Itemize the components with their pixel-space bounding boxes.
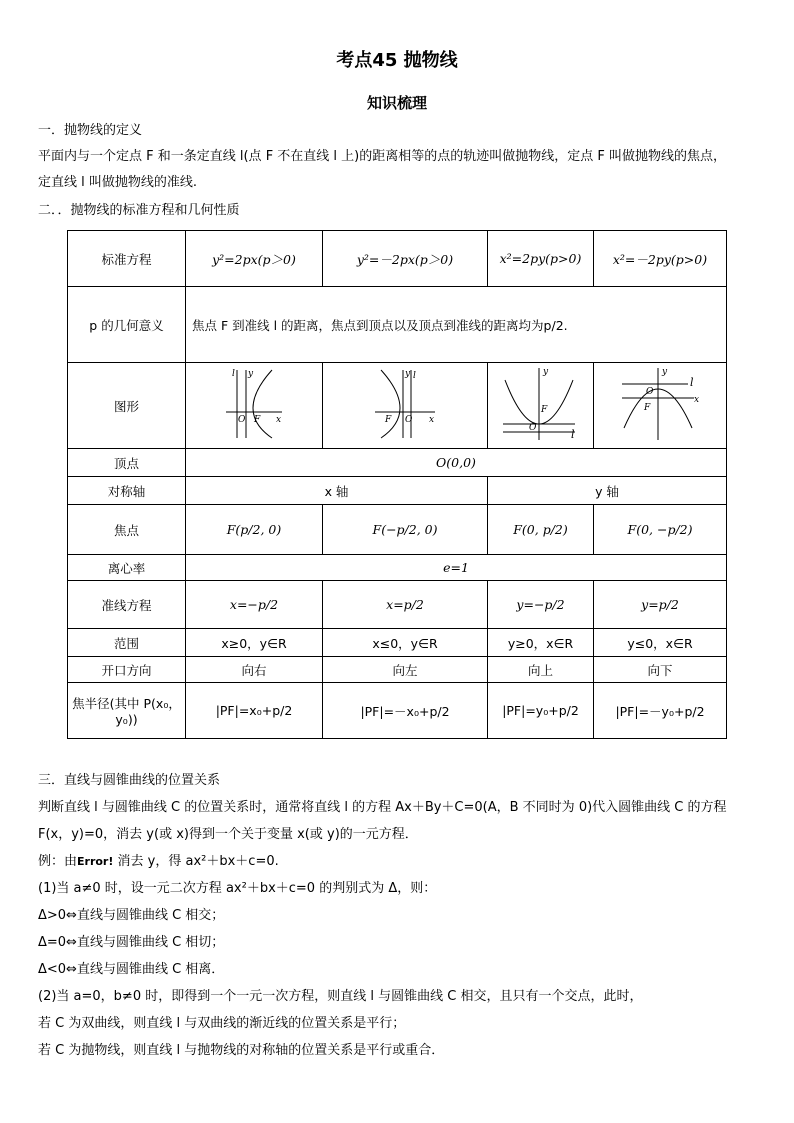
section3-line: 若 C 为双曲线，则直线 l 与双曲线的渐近线的位置关系是平行； <box>38 1016 406 1031</box>
table-cell: y=−p/2 <box>488 581 594 629</box>
row-label: 焦点 <box>68 505 186 555</box>
section2-heading: 二．．抛物线的标准方程和几何性质 <box>38 203 240 218</box>
table-cell: |PF|=x₀+p/2 <box>186 683 323 739</box>
table-cell: |PF|=－y₀+p/2 <box>594 683 727 739</box>
label-x: x <box>694 395 700 405</box>
table-cell: 向上 <box>488 657 594 683</box>
example-suffix: 消去 y，得 ax²＋bx＋c=0. <box>113 854 279 869</box>
parabola-table <box>67 230 727 739</box>
label-x: x <box>276 415 282 425</box>
label-o: O <box>405 415 413 425</box>
table-cell: x=−p/2 <box>186 581 323 629</box>
section3-heading: 三．直线与圆锥曲线的位置关系 <box>38 773 221 788</box>
label-o: O <box>646 387 654 397</box>
row-label: 开口方向 <box>68 657 186 683</box>
row-label: 准线方程 <box>68 581 186 629</box>
parabola-down-graph <box>618 364 702 444</box>
label-l: l <box>413 371 416 381</box>
row-label: 对称轴 <box>68 477 186 505</box>
table-cell: x²=2py(p>0) <box>488 231 594 287</box>
table-cell: F(0, −p/2) <box>594 505 727 555</box>
row-label: 图形 <box>68 363 186 449</box>
section3-line: 若 C 为抛物线，则直线 l 与抛物线的对称轴的位置关系是平行或重合． <box>38 1043 445 1058</box>
label-f: F <box>385 415 392 425</box>
row-label: p 的几何意义 <box>68 287 186 363</box>
parabola-right-graph <box>224 366 284 442</box>
row-label: 焦半径(其中 P(x₀，y₀)) <box>68 683 186 739</box>
table-cell: x²=－2py(p>0) <box>594 231 727 287</box>
label-o: O <box>238 415 246 425</box>
table-cell: e=1 <box>186 555 727 581</box>
table-cell: y≥0，x∈R <box>488 629 594 657</box>
table-cell: y²=－2px(p＞0) <box>323 231 488 287</box>
table-cell: 焦点 F 到准线 l 的距离，焦点到顶点以及顶点到准线的距离均为p/2. <box>186 287 727 363</box>
table-cell: 向下 <box>594 657 727 683</box>
table-row <box>68 657 727 683</box>
section1-line1: 平面内与一个定点 F 和一条定直线 l(点 F 不在直线 l 上)的距离相等的点的轨迹叫做抛物线，定点 F 叫做抛物线的焦点， <box>38 149 726 164</box>
label-y: y <box>405 369 411 379</box>
table-cell: |PF|=y₀+p/2 <box>488 683 594 739</box>
label-o: O <box>528 423 536 433</box>
row-label: 范围 <box>68 629 186 657</box>
label-l: l <box>232 369 235 379</box>
table-cell: y=p/2 <box>594 581 727 629</box>
label-y: y <box>248 369 254 379</box>
table-row <box>68 629 727 657</box>
table-cell: x≥0，y∈R <box>186 629 323 657</box>
section3-line: Δ>0⇔直线与圆锥曲线 C 相交； <box>38 908 225 923</box>
table-row <box>68 505 727 555</box>
label-y: y <box>662 367 668 377</box>
table-cell: 向左 <box>323 657 488 683</box>
row-label: 顶点 <box>68 449 186 477</box>
table-cell: F(−p/2, 0) <box>323 505 488 555</box>
table-row <box>68 683 727 739</box>
table-row <box>68 555 727 581</box>
label-f: F <box>540 405 547 415</box>
table-cell: y≤0，x∈R <box>594 629 727 657</box>
section3-line: Δ<0⇔直线与圆锥曲线 C 相离． <box>38 962 225 977</box>
graph-cell <box>594 363 727 449</box>
label-y: y <box>542 367 548 377</box>
label-f: F <box>644 403 651 413</box>
section3-line: Δ=0⇔直线与圆锥曲线 C 相切； <box>38 935 225 950</box>
graph-cell <box>186 363 323 449</box>
row-label: 离心率 <box>68 555 186 581</box>
page-title: 考点45 抛物线 <box>336 50 458 71</box>
example-prefix: 例：由 <box>38 854 78 869</box>
error-text: Error! <box>77 855 114 868</box>
table-row <box>68 477 727 505</box>
section3-line: (2)当 a=0，b≠0 时，即得到一个一元一次方程，则直线 l 与圆锥曲线 C 相交，且只有一个交点，此时， <box>38 989 643 1004</box>
table-cell: y 轴 <box>488 477 727 505</box>
parabola-left-graph <box>373 366 437 442</box>
section1-heading: 一．抛物线的定义 <box>38 123 143 138</box>
table-cell: 向右 <box>186 657 323 683</box>
table-cell: x≤0，y∈R <box>323 629 488 657</box>
graph-cell <box>323 363 488 449</box>
table-cell: x=p/2 <box>323 581 488 629</box>
table-row <box>68 363 727 449</box>
table-row <box>68 449 727 477</box>
label-f: F <box>254 415 261 425</box>
table-cell: y²=2px(p＞0) <box>186 231 323 287</box>
table-row <box>68 231 727 287</box>
table-cell: O(0,0) <box>186 449 727 477</box>
table-row <box>68 581 727 629</box>
label-l: l <box>570 428 575 441</box>
table-cell: F(0, p/2) <box>488 505 594 555</box>
table-cell: x 轴 <box>186 477 488 505</box>
parabola-up-graph <box>499 364 583 444</box>
section1-line2: 定直线 l 叫做抛物线的准线. <box>38 175 198 190</box>
section3-line: (1)当 a≠0 时，设一元二次方程 ax²＋bx＋c=0 的判别式为 Δ，则： <box>38 881 437 896</box>
table-cell: |PF|=－x₀+p/2 <box>323 683 488 739</box>
section3-line: 判断直线 l 与圆锥曲线 C 的位置关系时，通常将直线 l 的方程 Ax＋By＋C=0(A，B 不同时为 0)代入圆锥曲线 C 的方程 <box>38 800 727 815</box>
row-label: 标准方程 <box>68 231 186 287</box>
label-l: l <box>690 376 694 389</box>
section3-line: F(x，y)=0，消去 y(或 x)得到一个关于变量 x(或 y)的一元方程． <box>38 827 418 842</box>
table-cell: F(p/2, 0) <box>186 505 323 555</box>
table-row <box>68 287 727 363</box>
graph-cell <box>488 363 594 449</box>
section3-line <box>38 853 768 871</box>
section-subtitle: 知识梳理 <box>366 94 427 112</box>
label-x: x <box>429 415 435 425</box>
